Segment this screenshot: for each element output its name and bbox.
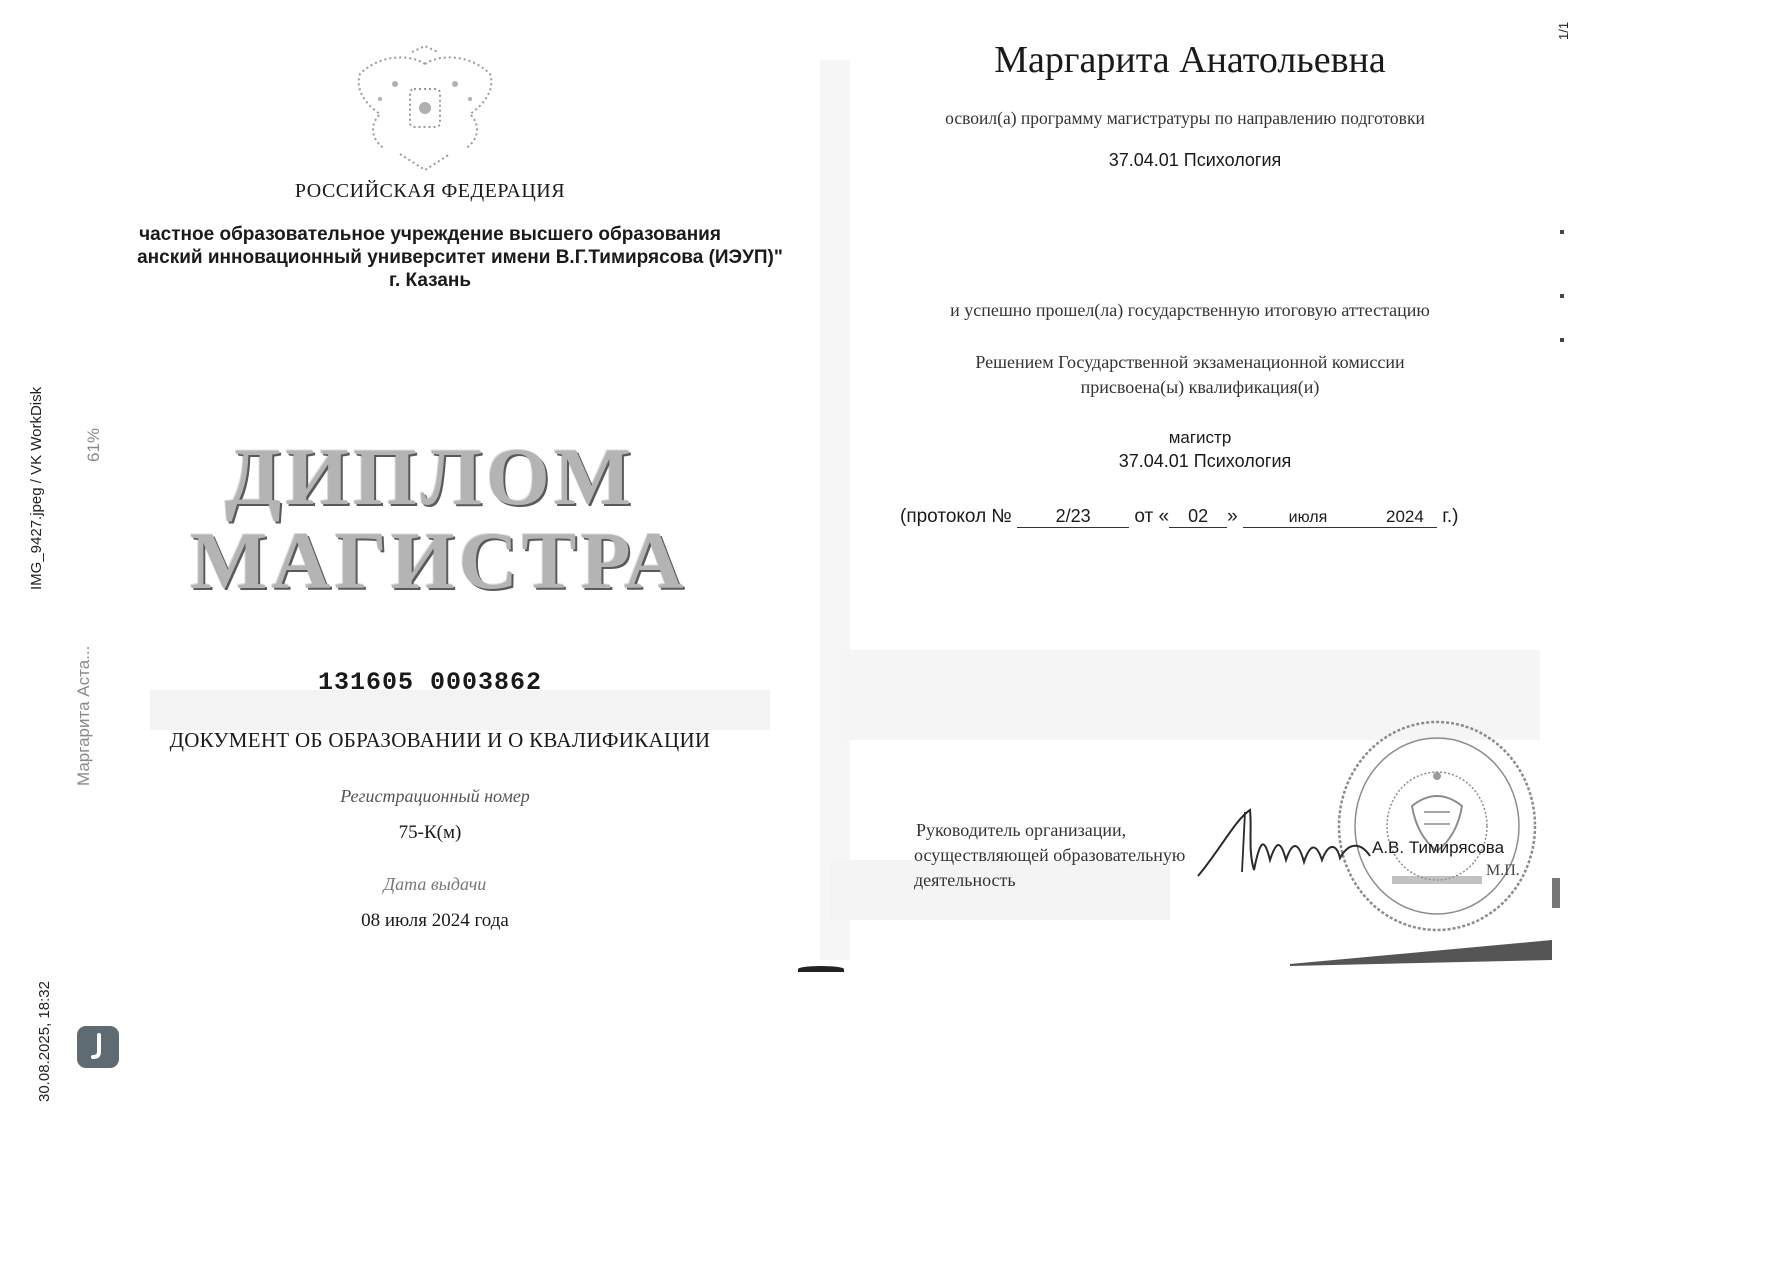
program-name: 37.04.01 Психология — [1108, 150, 1282, 170]
commission-decision-line-2: присвоена(ы) квалификация(и) — [1080, 377, 1320, 397]
protocol-year: 2024 — [1373, 507, 1437, 528]
registration-number-value: 75-К(м) — [398, 822, 462, 843]
edge-marks — [1560, 230, 1566, 350]
protocol-day: 02 — [1169, 506, 1227, 528]
institution-line-2: анский инновационный университет имени В.Г.Тимирясова (ИЭУП)" — [137, 247, 783, 268]
diploma-serial-number: 131605 0003862 — [317, 668, 543, 697]
issue-date-label: Дата выдачи — [383, 874, 487, 894]
scan-edge-left — [798, 966, 844, 972]
percent-faint-label: 61% — [84, 427, 103, 462]
holder-name: Маргарита Анатольевна — [994, 39, 1386, 81]
signatory-name: А.В. Тимирясова — [1372, 838, 1505, 857]
signatory-title-line-3: деятельность — [914, 870, 1016, 890]
attestation-line: и успешно прошел(ла) государственную итоговую аттестацию — [950, 300, 1430, 320]
coat-of-arms-emblem — [340, 44, 510, 174]
scan-shadow-top — [820, 60, 850, 960]
mastered-program-line: освоил(а) программу магистратуры по направлению подготовки — [945, 108, 1425, 128]
registration-number-label: Регистрационный номер — [340, 786, 530, 806]
issue-date-value: 08 июля 2024 года — [361, 910, 509, 931]
document-type-heading: ДОКУМЕНТ ОБ ОБРАЗОВАНИИ И О КВАЛИФИКАЦИИ — [169, 728, 711, 752]
institution-city: г. Казань — [388, 270, 472, 291]
protocol-number: 2/23 — [1017, 506, 1129, 528]
diploma-title-line-1: ДИПЛОМ — [224, 431, 636, 522]
institution-line-1: частное образовательное учреждение высшего образования — [139, 224, 721, 245]
handwritten-signature — [1190, 800, 1390, 880]
protocol-line — [900, 506, 1490, 538]
filename-label: IMG_9427.jpeg / VK WorkDisk — [28, 386, 45, 590]
country-heading: РОССИЙСКАЯ ФЕДЕРАЦИЯ — [294, 180, 566, 202]
owner-faint-label: Маргарита Аста... — [74, 645, 93, 786]
stamp-place-label: М.П. — [1486, 862, 1520, 879]
protocol-suffix: г.) — [1442, 506, 1459, 527]
vk-workdisk-logo — [77, 1026, 119, 1068]
scan-edge-right — [1290, 940, 1552, 966]
protocol-month: июля — [1243, 509, 1373, 528]
qualification-title: магистр — [1168, 428, 1232, 447]
scan-edge-mark — [1552, 878, 1560, 908]
protocol-prefix: (протокол № — [900, 506, 1012, 527]
protocol-close-quote: » — [1227, 506, 1238, 527]
page-counter: 1/1 — [1556, 21, 1571, 40]
signatory-title-line-1: Руководитель организации, — [916, 820, 1127, 840]
diploma-title-line-2: МАГИСТРА — [190, 515, 688, 606]
commission-decision-line-1: Решением Государственной экзаменационной комиссии — [975, 352, 1405, 372]
signatory-title-line-2: осуществляющей образовательную — [914, 845, 1186, 865]
protocol-from: от « — [1134, 506, 1170, 527]
qualification-program: 37.04.01 Психология — [1118, 451, 1292, 471]
timestamp-label: 30.08.2025, 18:32 — [36, 981, 53, 1102]
